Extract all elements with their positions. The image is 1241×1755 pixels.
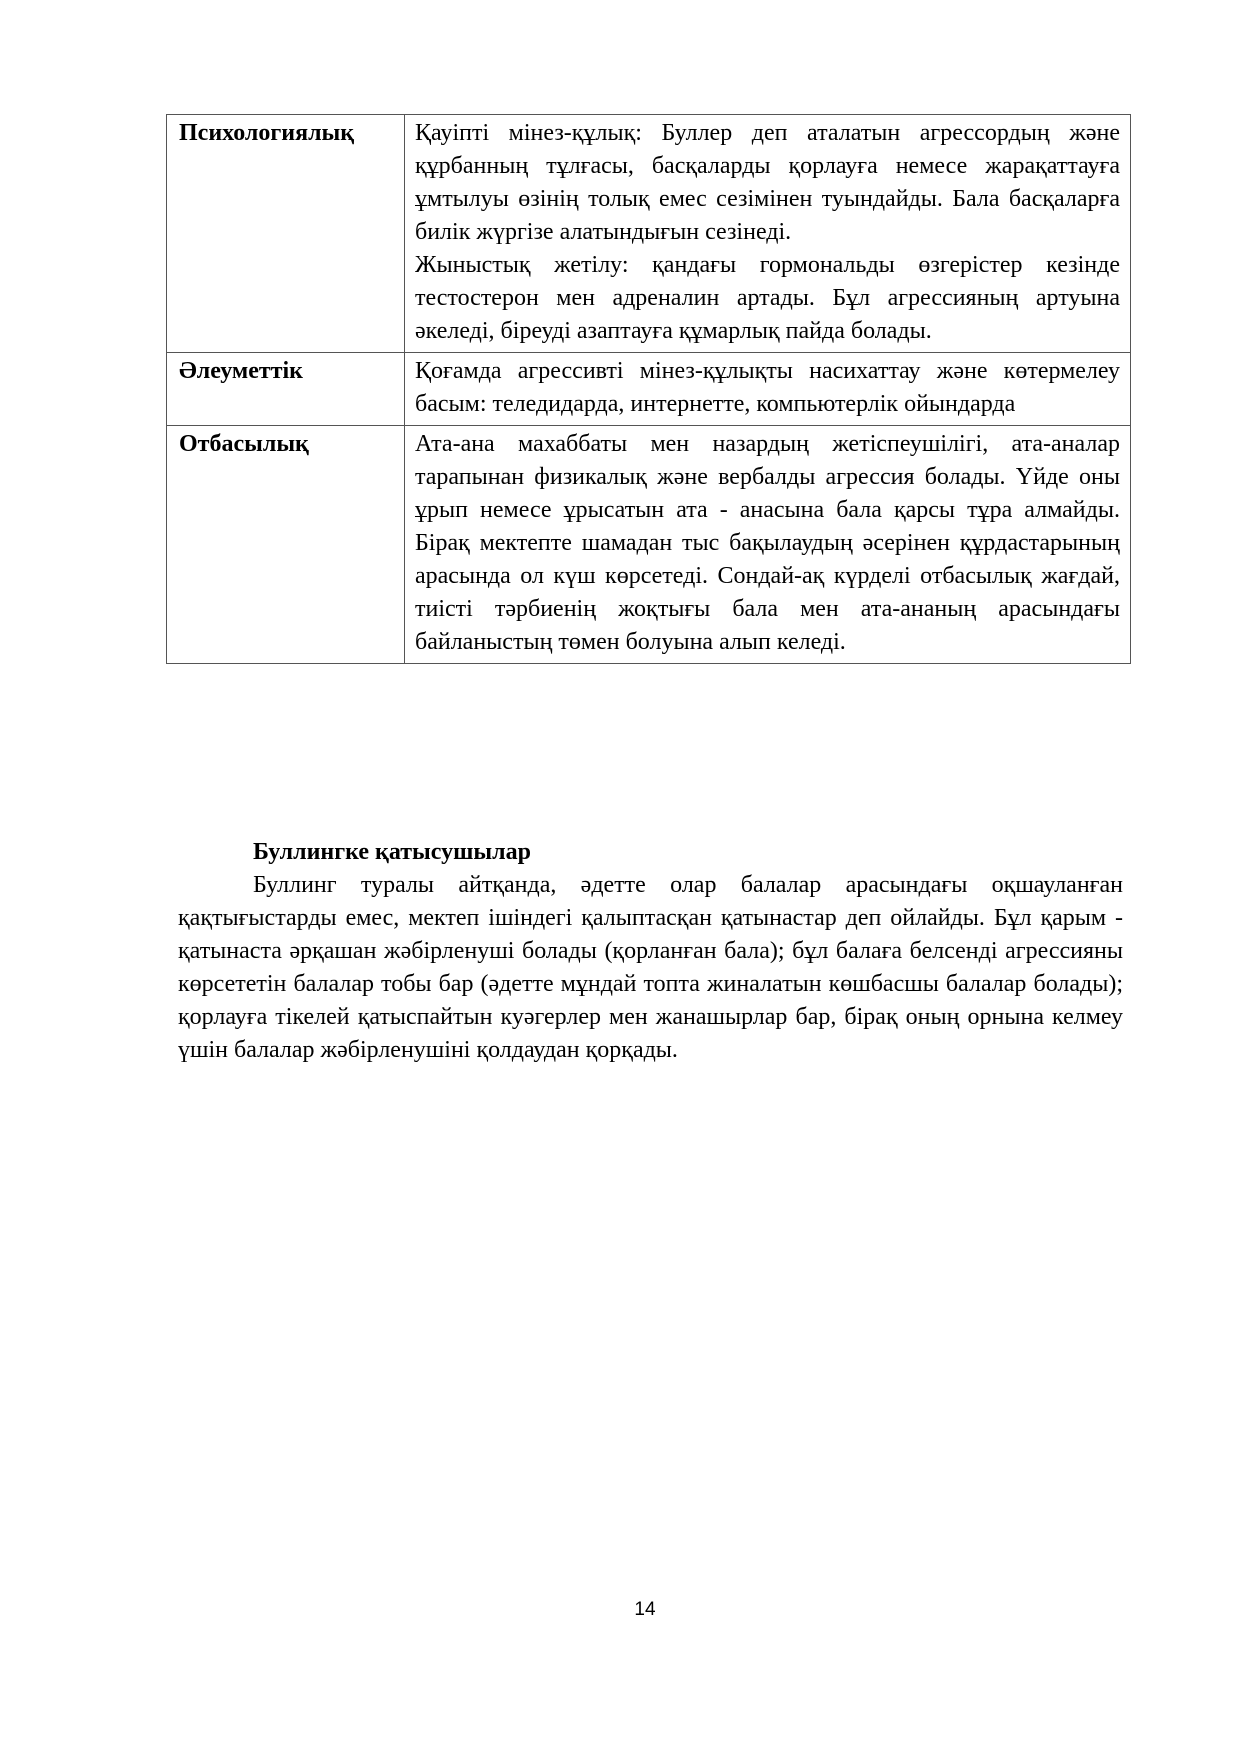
section-paragraph: Буллинг туралы айтқанда, әдетте олар балалар арасындағы оқшауланған қақтығыстарды емес, мектеп ішіндегі қалыптасқан қатынастар деп ойлайды. Бұл қарым - қатынаста әрқашан жәбірленуші болады (қорланған бала); бұл балаға белсенді агрессияны көрсететін балалар тобы бар (әдетте мұндай топта жиналатын көшбасшы балалар болады); қорлауға тікелей қатыспайтын куәгерлер мен жанашырлар бар, бірақ оның орнына келмеу үшін балалар жәбірленушіні қолдаудан қорқады.: [178, 872, 1123, 1063]
factor-category: Отбасылық: [167, 426, 405, 664]
description-paragraph: Қоғамда агрессивті мінез-құлықты насихаттау және көтермелеу басым: теледидарда, интернетте, компьютерлік ойындарда: [415, 358, 1120, 417]
participants-section: [178, 836, 1123, 1067]
section-heading: Буллингке қатысушылар: [253, 839, 531, 865]
factor-description: [405, 426, 1131, 664]
table-row: [167, 353, 1131, 426]
description-paragraph: Ата-ана махаббаты мен назардың жетіспеушілігі, ата-аналар тарапынан физикалық және вербалды агрессия болады. Үйде оны ұрып немесе ұрысатын ата - анасына бала қарсы тұра алмайды. Бірақ мектепте шамадан тыс бақылаудың әсерінен құрдастарының арасында ол күш көрсетеді. Сондай-ақ күрделі отбасылық жағдай, тиісті тәрбиенің жоқтығы бала мен ата-ананың арасындағы байланыстың төмен болуына алып келеді.: [415, 431, 1120, 655]
table-row: [167, 426, 1131, 664]
factor-description: [405, 115, 1131, 353]
page-number: 14: [634, 1599, 656, 1620]
description-paragraph: Жыныстық жетілу: қандағы гормональды өзгерістер кезінде тестостерон мен адреналин артады. Бұл агрессияның артуына әкеледі, біреуді азаптауға құмарлық пайда болады.: [415, 252, 1120, 344]
factor-category: Психологиялық: [167, 115, 405, 353]
factor-description: [405, 353, 1131, 426]
bullying-factors-table: [166, 114, 1131, 664]
factor-category: Әлеуметтік: [167, 353, 405, 426]
description-paragraph: Қауіпті мінез-құлық: Буллер деп аталатын агрессордың және құрбанның тұлғасы, басқаларды қорлауға немесе жарақаттауға ұмтылуы өзінің толық емес сезімінен туындайды. Бала басқаларға билік жүргізе алатындығын сезінеді.: [415, 120, 1120, 245]
table-row: [167, 115, 1131, 353]
